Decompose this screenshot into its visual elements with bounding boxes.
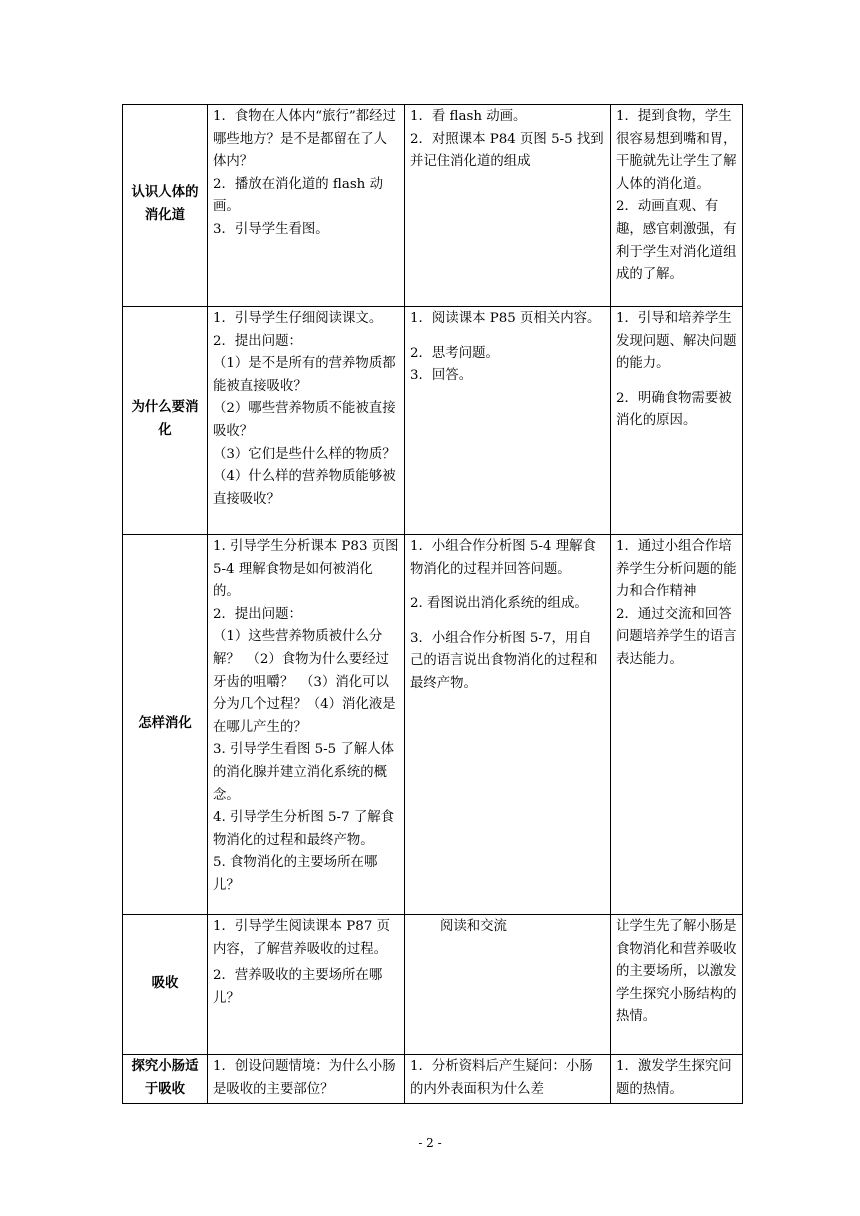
student-activity-cell bbox=[405, 915, 611, 1055]
cell-text: 5. 食物消化的主要场所在哪儿？ bbox=[213, 855, 378, 893]
cell-text: 2．提出问题： bbox=[213, 606, 302, 622]
row-header: 认识人体的消化道 bbox=[123, 105, 208, 307]
cell-text: 1．引导学生仔细阅读课文。 bbox=[213, 311, 383, 326]
cell-text: 阅读和交流 bbox=[440, 919, 507, 934]
table-row bbox=[123, 105, 743, 307]
cell-text: 3. 引导学生看图 5-5 了解人体的消化腺并建立消化系统的概念。 bbox=[213, 742, 395, 803]
cell-text: 1．激发学生探究问题的热情。 bbox=[616, 1059, 732, 1097]
cell-text: （1）是不是所有的营养物质都能被直接吸收？ bbox=[213, 356, 396, 394]
teacher-activity-cell bbox=[208, 915, 405, 1055]
cell-text: 2．提出问题： bbox=[213, 333, 302, 349]
cell-text: 2．对照课本 P84 页图 5-5 找到并记住消化道的组成 bbox=[410, 131, 604, 170]
cell-text: 2．通过交流和回答问题培养学生的语言表达能力。 bbox=[616, 606, 737, 667]
cell-text: 2．思考问题。 bbox=[410, 345, 499, 361]
cell-text: （4）什么样的营养物质能够被直接吸收？ bbox=[213, 469, 396, 507]
row-header: 探究小肠适于吸收 bbox=[123, 1055, 208, 1104]
cell-text: （2）哪些营养物质不能被直接吸收？ bbox=[213, 401, 396, 439]
student-activity-cell bbox=[405, 105, 611, 307]
teacher-activity-cell bbox=[208, 1055, 405, 1104]
row-header: 吸收 bbox=[123, 915, 208, 1055]
cell-text: 1．引导和培养学生发现问题、解决问题的能力。 bbox=[616, 311, 737, 372]
row-header: 怎样消化 bbox=[123, 535, 208, 915]
cell-text: （1）这些营养物质被什么分解？ （2）食物为什么要经过牙齿的咀嚼？ （3）消化可以分为几个过程？（4）消化液是在哪儿产生的？ bbox=[213, 629, 396, 735]
cell-text: 1．食物在人体内“旅行”都经过哪些地方？是不是都留在了人体内？ bbox=[213, 109, 396, 170]
cell-text: 4. 引导学生分析图 5-7 了解食物消化的过程和最终产物。 bbox=[213, 810, 395, 848]
table-row bbox=[123, 915, 743, 1055]
cell-text: 2．明确食物需要被消化的原因。 bbox=[616, 390, 732, 429]
cell-text: 3．小组合作分析图 5-7，用自己的语言说出食物消化的过程和最终产物。 bbox=[410, 630, 598, 691]
student-activity-cell bbox=[405, 1055, 611, 1104]
student-activity-cell bbox=[405, 535, 611, 915]
table-row bbox=[123, 535, 743, 915]
cell-text: 1. 引导学生分析课本 P83 页图 5-4 理解食物是如何被消化的。 bbox=[213, 539, 399, 600]
table-row bbox=[123, 1055, 743, 1104]
lesson-plan-table bbox=[122, 104, 743, 1104]
cell-text: 1．阅读课本 P85 页相关内容。 bbox=[410, 311, 601, 326]
row-header: 为什么要消化 bbox=[123, 307, 208, 535]
cell-text: 1．通过小组合作培养学生分析问题的能力和合作精神 bbox=[616, 539, 737, 600]
design-intent-cell bbox=[611, 1055, 743, 1104]
cell-text: 1．看 flash 动画。 bbox=[410, 109, 527, 124]
student-activity-cell bbox=[405, 307, 611, 535]
cell-text: 1．小组合作分析图 5-4 理解食物消化的过程并回答问题。 bbox=[410, 539, 596, 577]
cell-text: 让学生先了解小肠是食物消化和营养吸收的主要场所，以激发学生探究小肠结构的热情。 bbox=[616, 919, 737, 1025]
cell-text: 1．分析资料后产生疑问：小肠的内外表面积为什么差 bbox=[410, 1059, 593, 1097]
cell-text: 1．引导学生阅读课本 P87 页内容，了解营养吸收的过程。 bbox=[213, 919, 390, 957]
teacher-activity-cell bbox=[208, 535, 405, 915]
design-intent-cell bbox=[611, 535, 743, 915]
design-intent-cell bbox=[611, 307, 743, 535]
cell-text: 2．播放在消化道的 flash 动画。 bbox=[213, 176, 383, 215]
design-intent-cell bbox=[611, 915, 743, 1055]
cell-text: 3．回答。 bbox=[410, 368, 473, 384]
cell-text: 2．营养吸收的主要场所在哪儿？ bbox=[213, 968, 383, 1006]
cell-text: （3）它们是些什么样的物质？ bbox=[213, 446, 396, 462]
cell-text: 1．创设问题情境：为什么小肠是吸收的主要部位？ bbox=[213, 1059, 396, 1097]
cell-text: 3．引导学生看图。 bbox=[213, 221, 329, 237]
design-intent-cell bbox=[611, 105, 743, 307]
teacher-activity-cell bbox=[208, 307, 405, 535]
table-row bbox=[123, 307, 743, 535]
cell-text: 2. 看图说出消化系统的组成。 bbox=[410, 596, 588, 612]
teacher-activity-cell bbox=[208, 105, 405, 307]
cell-text: 2．动画直观、有趣，感官刺激强，有利于学生对消化道组成的了解。 bbox=[616, 199, 737, 283]
cell-text: 1．提到食物，学生很容易想到嘴和胃，干脆就先让学生了解人体的消化道。 bbox=[616, 109, 737, 192]
page-number: - 2 - bbox=[418, 1136, 442, 1150]
